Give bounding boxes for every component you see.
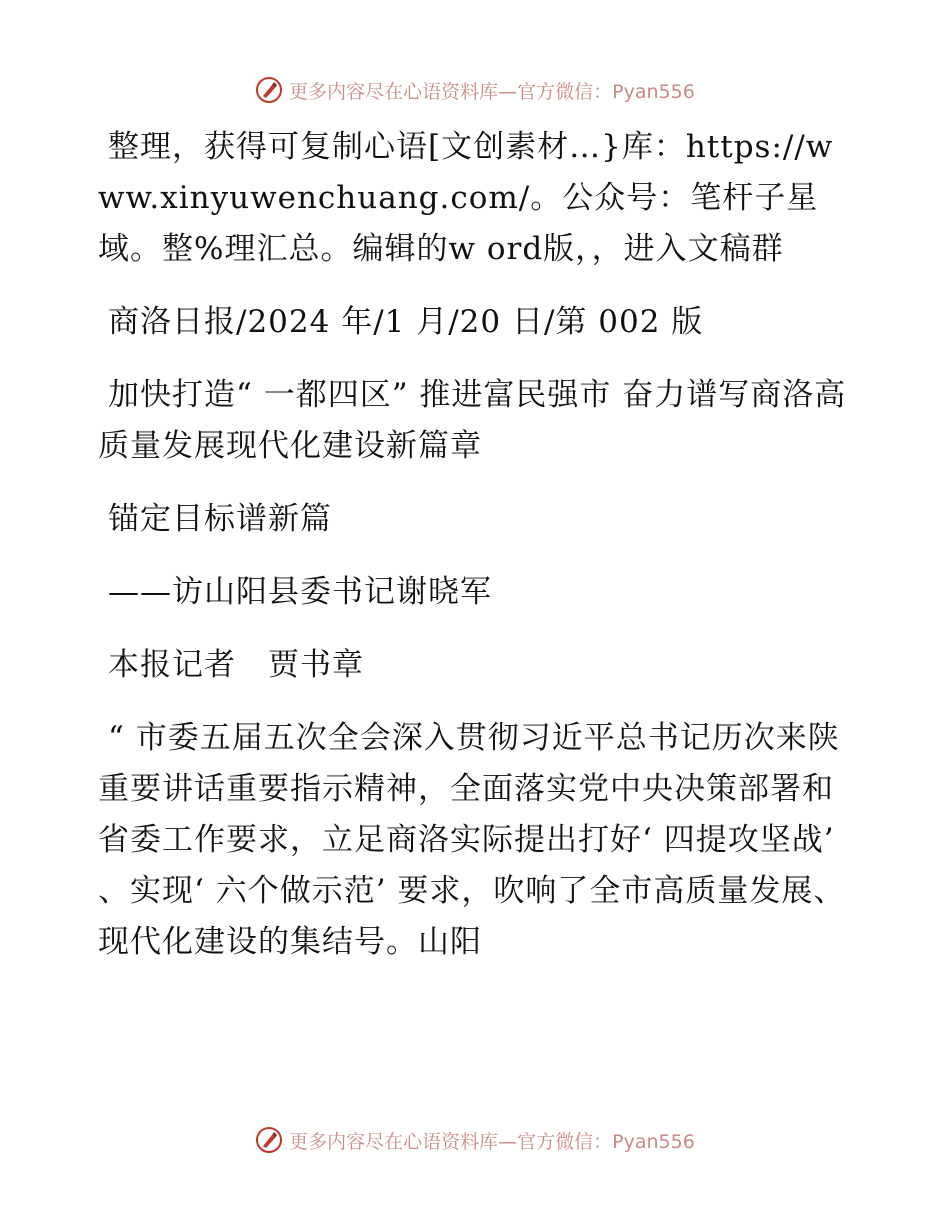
intro-paragraph: 整理，获得可复制心语[文创素材…}库：https://www.xinyuwenchuang.com/。公众号：笔杆子星域。整%理汇总。编辑的w ord版，，进入文稿群 xyxy=(98,129,834,267)
footer-banner xyxy=(0,1120,950,1160)
banner-text: 更多内容尽在心语资料库—官方微信：Pyan556 xyxy=(289,1130,695,1153)
byline: 本报记者 贾书章 xyxy=(108,647,364,683)
pen-nib-circle-icon xyxy=(255,76,283,104)
article-subtitle: ——访山阳县委书记谢晓军 xyxy=(108,574,492,610)
body-paragraph: “ 市委五届五次全会深入贯彻习近平总书记历次来陕重要讲话重要指示精神，全面落实党中央决策部署和省委工作要求，立足商洛实际提出打好‘ 四提攻坚战’ 、实现‘ 六个做示范’ 要求，吹响了全市高质量发展、现代化建设的集结号。山阳 xyxy=(98,720,846,960)
article-title: 锚定目标谱新篇 xyxy=(108,501,332,537)
publication-line: 商洛日报/2024 年/1 月/20 日/第 002 版 xyxy=(108,304,704,340)
pen-nib-circle-icon xyxy=(255,1126,283,1154)
article-headline: 加快打造“ 一都四区” 推进富民强市 奋力谱写商洛高质量发展现代化建设新篇章 xyxy=(98,377,847,464)
header-banner xyxy=(0,70,950,110)
document-body xyxy=(98,122,858,990)
banner-text: 更多内容尽在心语资料库—官方微信：Pyan556 xyxy=(289,80,695,103)
